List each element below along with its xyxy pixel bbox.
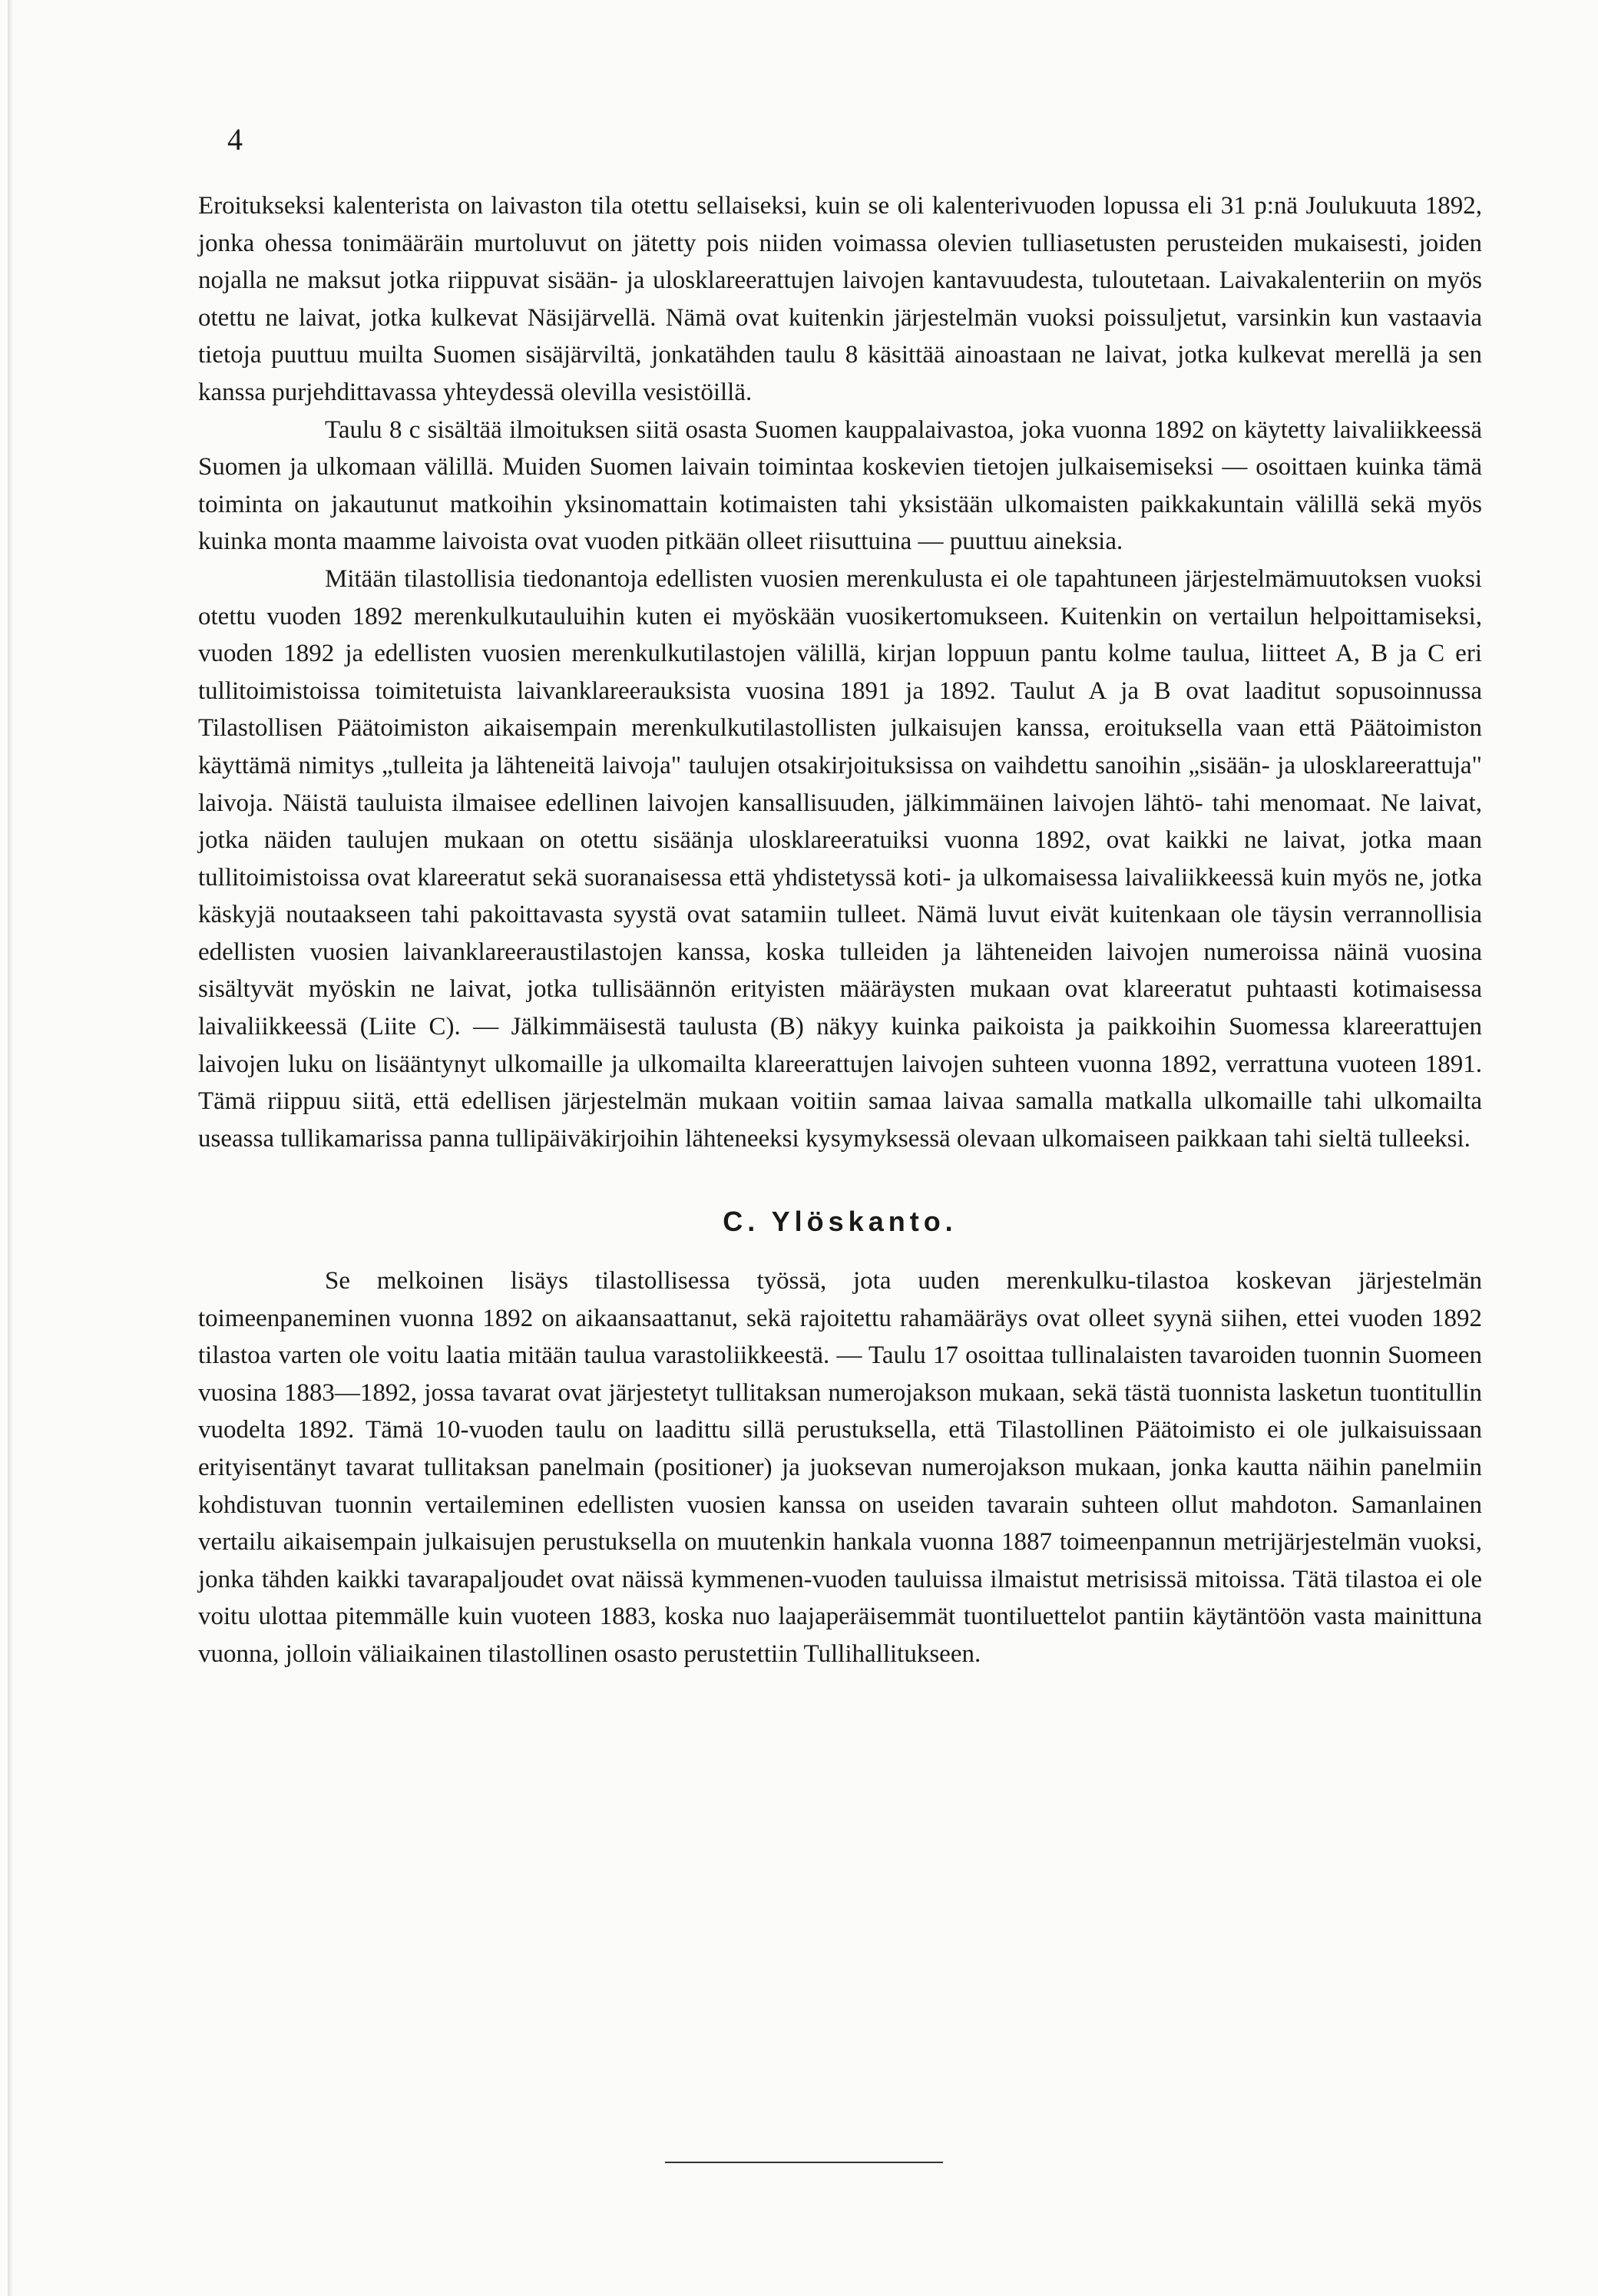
document-body bbox=[198, 187, 1482, 1673]
paragraph-2: Taulu 8 c sisältää ilmoituksen siitä osasta Suomen kauppalaivastoa, joka vuonna 1892 on käytetty laivaliikkeessä Suomen ja ulkomaan välillä. Muiden Suomen laivain toimintaa koskevien tietojen julkaisemiseksi — osoittaen kuinka tämä toiminta on jakautunut matkoihin yksinomattain kotimaisten tahi yksistään ulkomaisten paikkakuntain välillä sekä myös kuinka monta maamme laivoista ovat vuoden pitkään olleet riisuttuina — puuttuu aineksia. bbox=[198, 415, 1482, 556]
page-edge-shadow bbox=[8, 0, 12, 2296]
paragraph-3: Mitään tilastollisia tiedonantoja edellisten vuosien merenkulusta ei ole tapahtuneen järjestelmämuutoksen vuoksi otettu vuoden 1892 merenkulkutauluihin kuten ei myöskään vuosikertomukseen. Kuitenkin on vertailun helpoittamiseksi, vuoden 1892 ja edellisten vuosien merenkulkutilastojen välillä, kirjan loppuun pantu kolme taulua, liitteet A, B ja C eri tullitoimistoissa toimitetuista laivanklareerauksista vuosina 1891 ja 1892. Taulut A ja B ovat laaditut sopusoinnussa Tilastollisen Päätoimiston aikaisempain merenkulkutilastollisten julkaisujen kanssa, eroituksella vaan että Päätoimiston käyttämä nimitys „tulleita ja lähteneitä laivoja" taulujen otsakirjoituksissa on vaihdettu sanoihin „sisään- ja ulosklareerattuja" laivoja. Näistä tauluista ilmaisee edellinen laivojen kansallisuuden, jälkimmäinen laivojen lähtö- tahi menomaat. Ne laivat, jotka näiden taulujen mukaan on otettu sisäänja ulosklareeratuiksi vuonna 1892, ovat kaikki ne laivat, jotka maan tullitoimistoissa ovat klareeratut sekä suoranaisessa että yhdistetyssä koti- ja ulkomaisessa laivaliikkeessä kuin myös ne, jotka käskyjä noutaakseen tahi pakoittavasta syystä ovat satamiin tulleet. Nämä luvut eivät kuitenkaan ole täysin verrannollisia edellisten vuosien laivanklareeraustilastojen kanssa, koska tulleiden ja lähteneiden laivojen numeroissa näinä vuosina sisältyvät myöskin ne laivat, jotka tullisäännön erityisten määräysten mukaan ovat klareeratut puhtaasti kotimaisessa laivaliikkeessä (Liite C). — Jälkimmäisestä taulusta (B) näkyy kuinka paikoista ja paikkoihin Suomessa klareerattujen laivojen luku on lisääntynyt ulkomaille ja ulkomailta klareerattujen laivojen suhteen vuonna 1892, verrattuna vuoteen 1891. Tämä riippuu siitä, että edellisen järjestelmän mukaan voitiin samaa laivaa samalla matkalla ulkomaille tahi ulkomailta useassa tullikamarissa panna tullipäiväkirjoihin lähteneeksi kysymyksessä olevaan ulkomaiseen paikkaan tahi sieltä tulleeksi. bbox=[198, 564, 1482, 1153]
section-heading: C. Ylöskanto. bbox=[723, 1206, 958, 1238]
footer-rule bbox=[665, 2162, 943, 2163]
page-number: 4 bbox=[227, 122, 243, 157]
paragraph-1: Eroitukseksi kalenterista on laivaston tila otettu sellaiseksi, kuin se oli kalenterivuoden lopussa eli 31 p:nä Joulukuuta 1892, jonka ohessa tonimääräin murtoluvut on jätetty pois niiden voimassa olevien tulliasetusten perusteiden mukaisesti, joiden nojalla ne maksut jotka riippuvat sisään- ja ulosklareerattujen laivojen kantavuudesta, tuloutetaan. Laivakalenteriin on myös otettu ne laivat, jotka kulkevat Näsijärvellä. Nämä ovat kuitenkin järjestelmän vuoksi poissuljetut, varsinkin kun vastaavia tietoja puuttuu muilta Suomen sisäjärviltä, jonkatähden taulu 8 käsittää ainoastaan ne laivat, jotka kulkevat merellä ja sen kanssa purjehdittavassa yhteydessä olevilla vesistöillä. bbox=[198, 192, 1482, 406]
paragraph-4: Se melkoinen lisäys tilastollisessa työssä, jota uuden merenkulku-tilastoa koskevan järjestelmän toimeenpaneminen vuonna 1892 on aikaansaattanut, sekä rajoitettu rahamääräys ovat olleet syynä siihen, ettei vuoden 1892 tilastoa varten ole voitu laatia mitään taulua varastoliikkeestä. — Taulu 17 osoittaa tullinalaisten tavaroiden tuonnin Suomeen vuosina 1883—1892, jossa tavarat ovat järjestetyt tullitaksan numerojakson mukaan, sekä tästä tuonnista lasketun tuontitullin vuodelta 1892. Tämä 10-vuoden taulu on laadittu sillä perustuksella, että Tilastollinen Päätoimisto ei ole julkaisuissaan erityisentänyt tavarat tullitaksan panelmain (positioner) ja juoksevan numerojakson mukaan, jonka kautta näihin panelmiin kohdistuvan tuonnin vertaileminen edellisten vuosien kanssa on useiden tavarain suhteen ollut mahdoton. Samanlainen vertailu aikaisempain julkaisujen perustuksella on muutenkin hankala vuonna 1887 toimeenpannun metrijärjestelmän vuoksi, jonka tähden kaikki tavarapaljoudet ovat näissä kymmenen-vuoden tauluissa ilmaistut metrisissä mitoissa. Tätä tilastoa ei ole voitu ulottaa pitemmälle kuin vuoteen 1883, koska nuo laajaperäisemmät tuontiluettelot pantiin käytäntöön vasta mainittuna vuonna, jolloin väliaikainen tilastollinen osasto perustettiin Tullihallitukseen. bbox=[198, 1267, 1482, 1668]
